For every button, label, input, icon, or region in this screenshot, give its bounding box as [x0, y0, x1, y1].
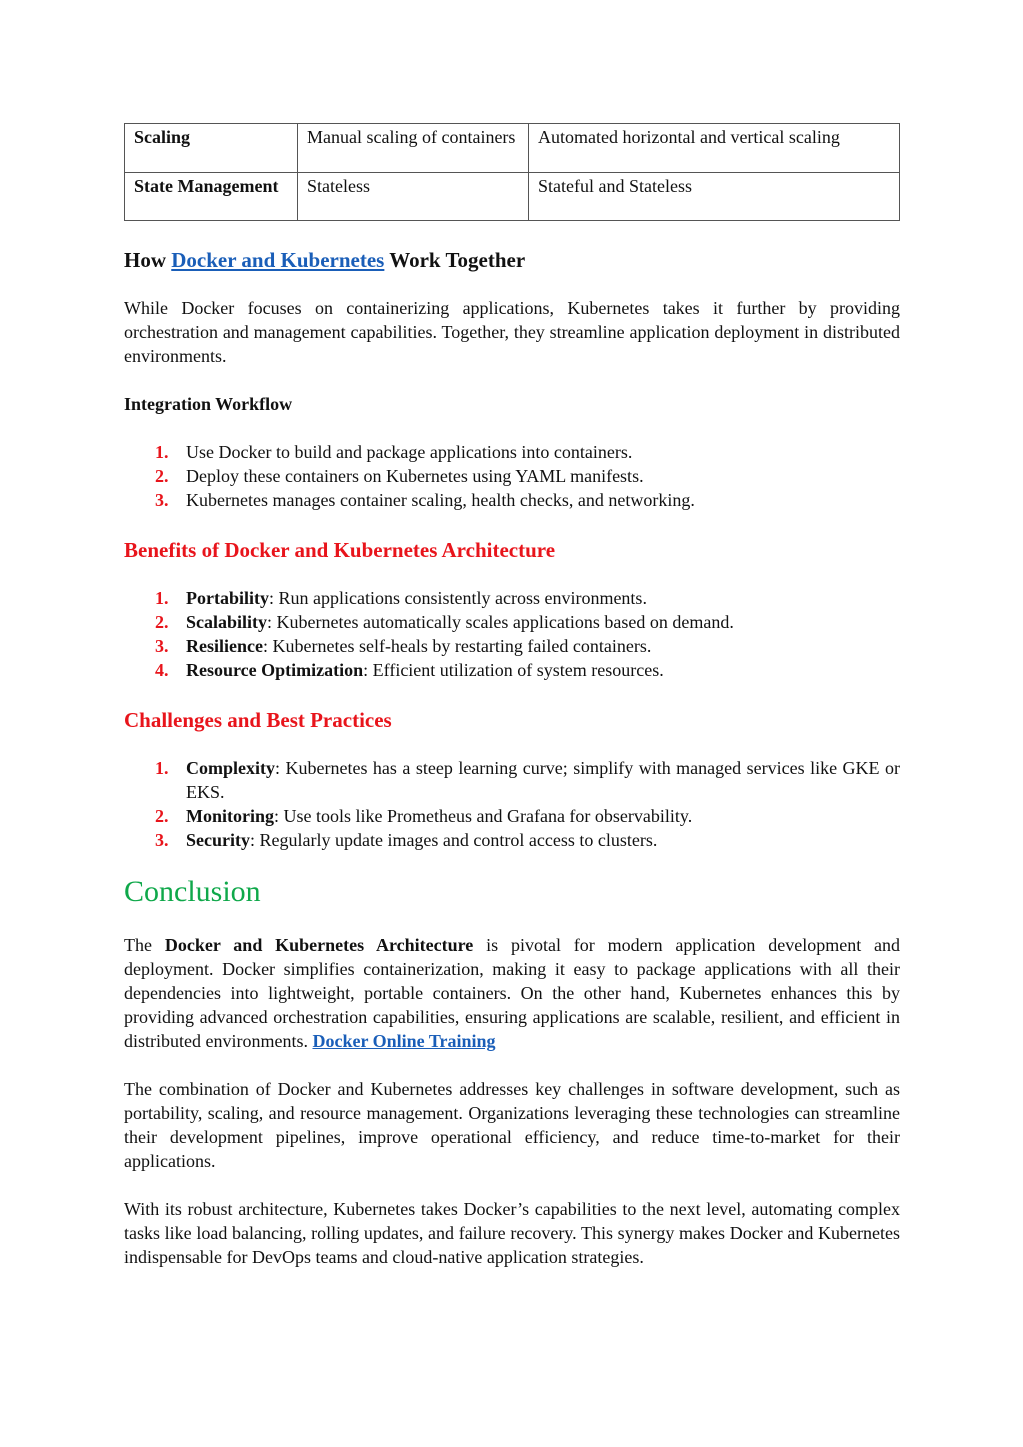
list-item: [124, 804, 900, 828]
list-term: Resource Optimization: [186, 660, 364, 680]
paragraph-text: is pivotal for modern application development and deployment. Docker simplifies containerization, making it easy to package applications with all their dependencies into lightweight, portable containers. On the other hand, Kubernetes enhances this by providing advanced orchestration capabilities, ensuring applications are scalable, resilient, and efficient in distributed environments.: [124, 935, 901, 1051]
list-text: : Kubernetes self-heals by restarting failed containers.: [262, 636, 652, 656]
challenges-heading: Challenges and Best Practices: [124, 708, 392, 732]
conclusion-paragraph-3: With its robust architecture, Kubernetes takes Docker’s capabilities to the next level, automating complex tasks like load balancing, rolling updates, and failure recovery. This synergy makes Docker and Kubernetes indispensable for DevOps teams and cloud-native application strategies.: [124, 1199, 900, 1267]
list-text: Deploy these containers on Kubernetes using YAML manifests.: [186, 466, 644, 486]
list-term: Monitoring: [186, 806, 274, 826]
benefits-heading: Benefits of Docker and Kubernetes Architecture: [124, 538, 556, 562]
list-text: : Use tools like Prometheus and Grafana for observability.: [274, 806, 693, 826]
list-term: Scalability: [186, 612, 268, 632]
list-text: Use Docker to build and package applications into containers.: [186, 442, 633, 462]
list-item: [124, 828, 900, 852]
table-row: [125, 124, 900, 173]
list-item: [124, 488, 900, 512]
list-item: [124, 586, 900, 610]
list-text: : Kubernetes has a steep learning curve; simplify with managed services like GKE or EKS.: [186, 758, 900, 802]
list-item: [124, 658, 900, 682]
list-item: [124, 634, 900, 658]
table-cell-docker: Manual scaling of containers: [298, 124, 529, 173]
how-heading-prefix: How: [124, 248, 172, 272]
how-paragraph: While Docker focuses on containerizing applications, Kubernetes takes it further by providing orchestration and management capabilities. Together, they streamline application deployment in distributed environments.: [124, 298, 900, 366]
benefits-list: [124, 586, 900, 682]
list-number: 1.: [155, 588, 169, 608]
list-item: [124, 440, 900, 464]
list-item: [124, 464, 900, 488]
list-number: 2.: [155, 806, 169, 826]
list-number: 3.: [155, 830, 169, 850]
list-number: 1.: [155, 442, 169, 462]
list-term: Portability: [186, 588, 269, 608]
table-cell-kubernetes: Stateful and Stateless: [529, 173, 900, 221]
conclusion-heading: Conclusion: [124, 875, 261, 908]
list-term: Complexity: [186, 758, 275, 778]
paragraph-text: The: [124, 935, 165, 955]
table-row: [125, 173, 900, 221]
list-text: : Kubernetes automatically scales applications based on demand.: [267, 612, 734, 632]
docker-kubernetes-link[interactable]: Docker and Kubernetes: [171, 248, 385, 272]
how-heading: [124, 246, 900, 274]
list-term: Resilience: [186, 636, 263, 656]
list-number: 3.: [155, 490, 169, 510]
list-text: : Regularly update images and control access to clusters.: [249, 830, 658, 850]
conclusion-paragraph-1: [124, 933, 900, 1053]
list-text: : Efficient utilization of system resources.: [363, 660, 664, 680]
table-cell-feature: State Management: [125, 173, 298, 221]
table-cell-feature: Scaling: [125, 124, 298, 173]
list-text: Kubernetes manages container scaling, health checks, and networking.: [186, 490, 695, 510]
list-text: : Run applications consistently across environments.: [269, 588, 647, 608]
conclusion-paragraph-2: The combination of Docker and Kubernetes addresses key challenges in software development, such as portability, scaling, and resource management. Organizations leveraging these technologies can streamline their development pipelines, improve operational efficiency, and reduce time-to-market for their applications.: [124, 1079, 900, 1171]
list-number: 3.: [155, 636, 169, 656]
comparison-table: [124, 123, 900, 221]
workflow-list: [124, 440, 900, 512]
list-number: 2.: [155, 612, 169, 632]
docker-online-training-link[interactable]: Docker Online Training: [312, 1031, 496, 1051]
workflow-heading: Integration Workflow: [124, 394, 293, 414]
list-term: Security: [186, 830, 250, 850]
table-cell-kubernetes: Automated horizontal and vertical scaling: [529, 124, 900, 173]
list-item: [124, 610, 900, 634]
list-number: 4.: [155, 660, 169, 680]
table-cell-docker: Stateless: [298, 173, 529, 221]
list-item: [124, 756, 900, 804]
challenges-list: [124, 756, 900, 852]
list-number: 1.: [155, 758, 169, 778]
how-heading-suffix: Work Together: [384, 248, 526, 272]
list-number: 2.: [155, 466, 169, 486]
document-page: [124, 123, 900, 1269]
paragraph-bold: Docker and Kubernetes Architecture: [164, 935, 474, 955]
